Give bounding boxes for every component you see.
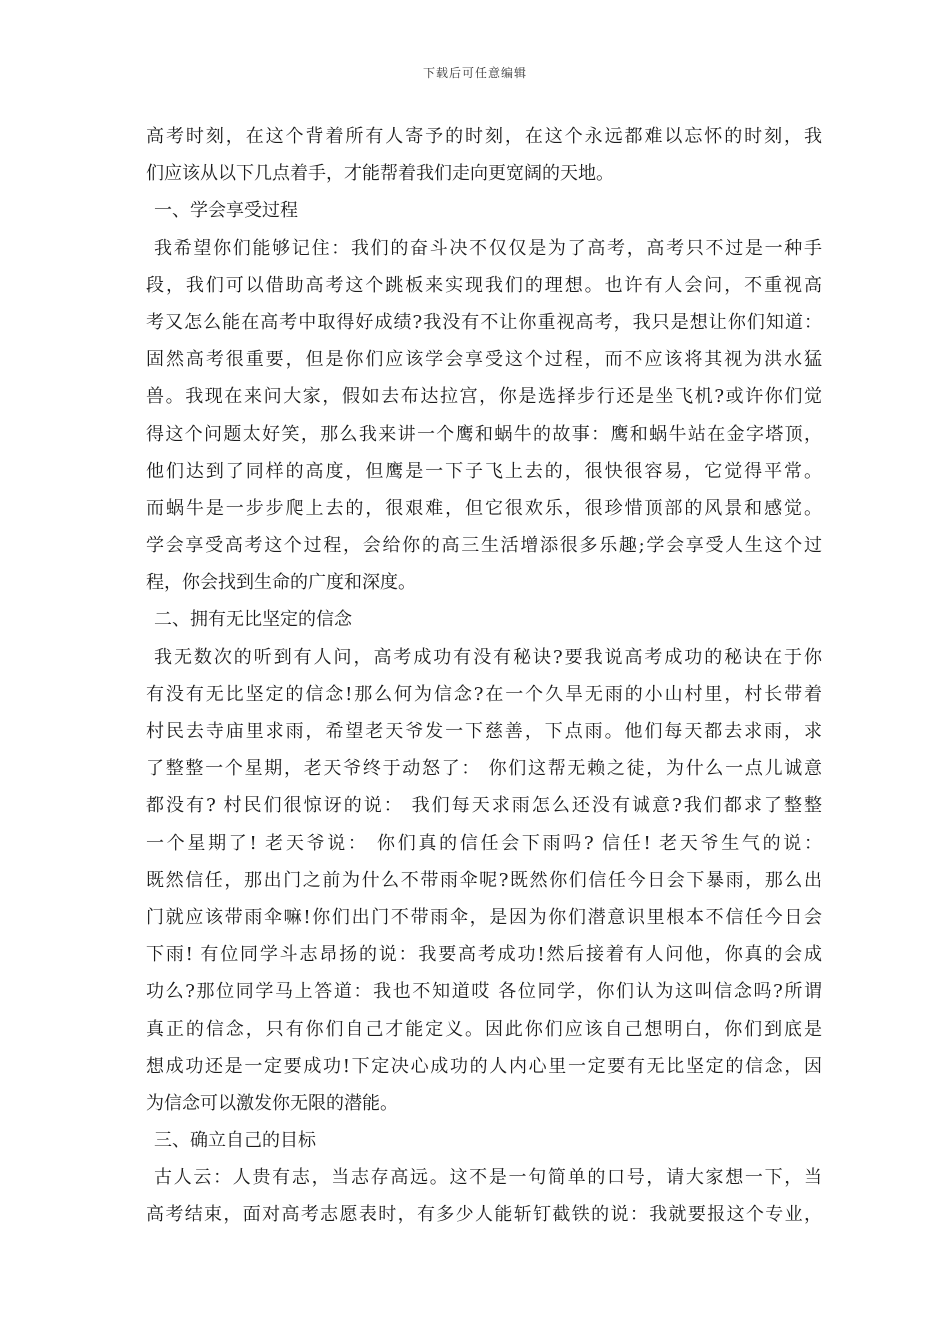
text-line: 高考结束，面对高考志愿表时，有多少人能斩钉截铁的说：我就要报这个专业，: [146, 1204, 822, 1226]
text-line: 们应该从以下几点着手，才能帮着我们走向更宽阔的天地。: [146, 163, 614, 185]
text-line: 兽。我现在来问大家，假如去布达拉宫，你是选择步行还是坐飞机?或许你们觉: [146, 386, 822, 408]
text-line: 而蜗牛是一步步爬上去的，很艰难，但它很欢乐，很珍惜顶部的风景和感觉。: [146, 497, 822, 519]
text-line: 既然信任，那出门之前为什么不带雨伞呢?既然你们信任今日会下暴雨，那么出: [146, 869, 822, 891]
text-line: 固然高考很重要，但是你们应该学会享受这个过程，而不应该将其视为洪水猛: [146, 349, 822, 371]
text-line: 程，你会找到生命的广度和深度。: [146, 572, 416, 594]
text-line: 村民去寺庙里求雨，希望老天爷发一下慈善，下点雨。他们每天都去求雨，求: [146, 721, 822, 742]
text-line: 考又怎么能在高考中取得好成绩?我没有不让你重视高考，我只是想让你们知道：: [146, 311, 822, 333]
text-line: 段，我们可以借助高考这个跳板来实现我们的理想。也许有人会问，不重视高: [146, 274, 822, 296]
text-line: 了整整一个星期，老天爷终于动怒了： 你们这帮无赖之徒，为什么一点儿诚意: [146, 758, 822, 780]
text-line: 我希望你们能够记住：我们的奋斗决不仅仅是为了高考，高考只不过是一种手: [154, 237, 822, 259]
text-line: 高考时刻，在这个背着所有人寄予的时刻，在这个永远都难以忘怀的时刻，我: [146, 126, 822, 147]
text-line: 得这个问题太好笑，那么我来讲一个鹰和蜗牛的故事：鹰和蜗牛站在金字塔顶，: [146, 423, 822, 445]
text-line: 为信念可以激发你无限的潜能。: [146, 1092, 398, 1114]
text-line: 下雨! 有位同学斗志昂扬的说：我要高考成功!然后接着有人问他，你真的会成: [146, 944, 822, 966]
text-line: 真正的信念，只有你们自己才能定义。因此你们应该自己想明白，你们到底是: [146, 1018, 822, 1040]
text-line: 都没有? 村民们很惊讶的说： 我们每天求雨怎么还没有诚意?我们都求了整整: [146, 795, 822, 817]
page-header: 下载后可任意编辑: [422, 66, 527, 80]
text-line: 功么?那位同学马上答道：我也不知道哎 各位同学，你们认为这叫信念吗?所谓: [146, 981, 822, 1003]
document-body: [146, 118, 822, 1234]
text-line: 学会享受高考这个过程，会给你的高三生活增添很多乐趣;学会享受人生这个过: [146, 535, 822, 557]
text-line: 有没有无比坚定的信念!那么何为信念?在一个久旱无雨的小山村里，村长带着: [146, 683, 822, 705]
text-line: 门就应该带雨伞嘛!你们出门不带雨伞，是因为你们潜意识里根本不信任今日会: [146, 906, 822, 928]
text-line: 想成功还是一定要成功!下定决心成功的人内心里一定要有无比坚定的信念，因: [146, 1055, 822, 1077]
text-line: 古人云：人贵有志，当志存高远。这不是一句简单的口号，请大家想一下，当: [154, 1167, 822, 1189]
text-line: 他们达到了同样的高度，但鹰是一下子飞上去的，很快很容易，它觉得平常。: [146, 460, 822, 482]
text-line: 一个星期了! 老天爷说： 你们真的信任会下雨吗? 信任! 老天爷生气的说：: [146, 832, 822, 854]
text-line: 二、拥有无比坚定的信念: [154, 609, 352, 631]
text-line: 一、学会享受过程: [154, 200, 298, 222]
text-line: 三、确立自己的目标: [154, 1130, 316, 1152]
text-line: 我无数次的听到有人问，高考成功有没有秘诀?要我说高考成功的秘诀在于你: [154, 646, 822, 668]
